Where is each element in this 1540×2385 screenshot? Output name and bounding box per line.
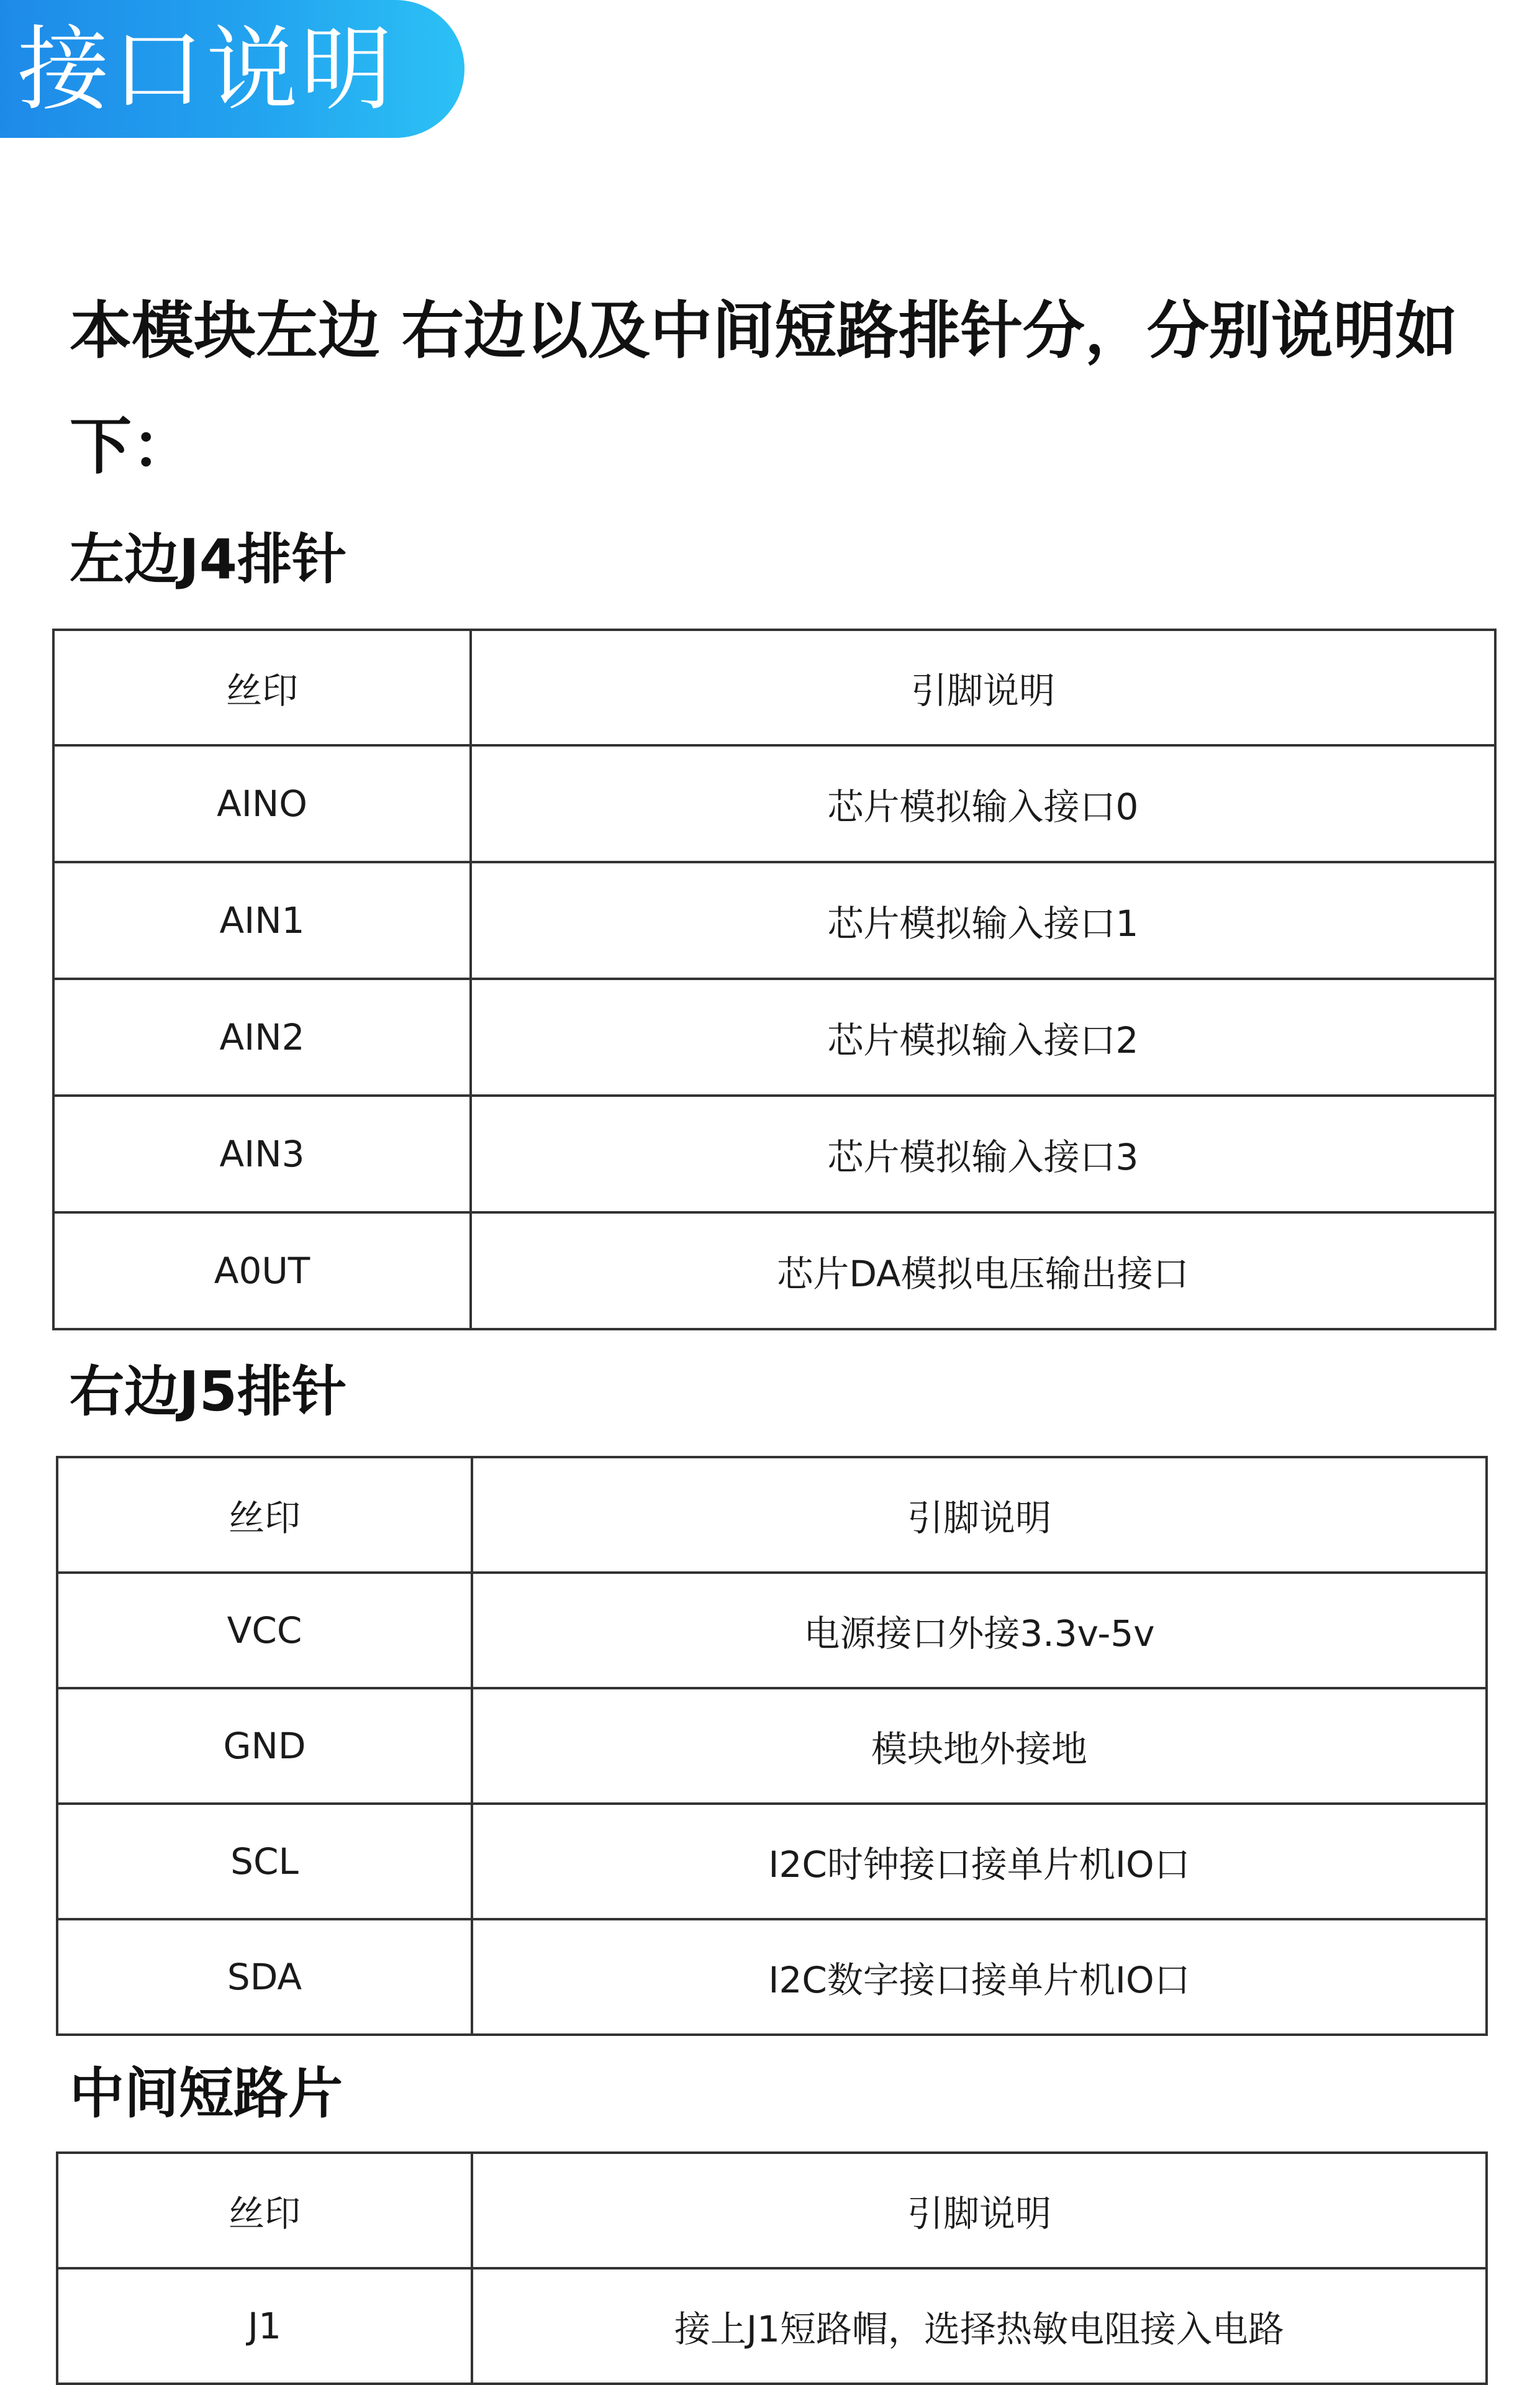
- table-row: [53, 745, 1495, 862]
- pin-table-jumper: [56, 2151, 1488, 2385]
- table-header-row: [57, 1457, 1487, 1573]
- pin-description: 芯片模拟输入接口2: [471, 979, 1495, 1096]
- table-header-row: [53, 630, 1495, 745]
- table-row: [53, 979, 1495, 1096]
- pin-label: GND: [57, 1688, 472, 1804]
- table-row: [57, 1804, 1487, 1919]
- intro-text: 本模块左边 右边以及中间短路排针分，分别说明如下：: [70, 294, 1457, 483]
- pin-description: 芯片模拟输入接口3: [471, 1096, 1495, 1212]
- page-title: 接口说明: [17, 16, 395, 123]
- table-row: [57, 1919, 1487, 2035]
- pin-label: SCL: [57, 1804, 472, 1919]
- pin-label: AIN1: [53, 862, 471, 979]
- pin-label: A0UT: [53, 1212, 471, 1329]
- table-row: [53, 1212, 1495, 1329]
- pin-description: 芯片DA模拟电压输出接口: [471, 1212, 1495, 1329]
- pin-description: I2C数字接口接单片机IO口: [472, 1919, 1487, 2035]
- pin-label: AIN3: [53, 1096, 471, 1212]
- column-header-pin-description: 引脚说明: [471, 630, 1495, 745]
- pin-description: 芯片模拟输入接口0: [471, 745, 1495, 862]
- pin-description: 电源接口外接3.3v-5v: [472, 1573, 1487, 1688]
- pin-label: SDA: [57, 1919, 472, 2035]
- pin-description: 芯片模拟输入接口1: [471, 862, 1495, 979]
- pin-table-j5: [56, 1456, 1488, 2036]
- table-header-row: [57, 2153, 1487, 2268]
- pin-label: AIN2: [53, 979, 471, 1096]
- column-header-silkscreen: 丝印: [57, 1457, 472, 1573]
- column-header-pin-description: 引脚说明: [472, 2153, 1487, 2268]
- table-row: [57, 1573, 1487, 1688]
- pin-label: VCC: [57, 1573, 472, 1688]
- section-title-j5: 右边J5排针: [70, 1360, 346, 1424]
- column-header-silkscreen: 丝印: [57, 2153, 472, 2268]
- pin-description: I2C时钟接口接单片机IO口: [472, 1804, 1487, 1919]
- pin-description: 接上J1短路帽，选择热敏电阻接入电路: [472, 2268, 1487, 2384]
- section-title-j4: 左边J4排针: [70, 527, 346, 591]
- pin-label: AINO: [53, 745, 471, 862]
- title-banner: [0, 0, 464, 138]
- pin-description: 模块地外接地: [472, 1688, 1487, 1804]
- pin-table-j4: [52, 629, 1497, 1330]
- pin-label: J1: [57, 2268, 472, 2384]
- table-row: [57, 1688, 1487, 1804]
- table-row: [53, 1096, 1495, 1212]
- table-row: [57, 2268, 1487, 2384]
- column-header-silkscreen: 丝印: [53, 630, 471, 745]
- table-row: [53, 862, 1495, 979]
- section-title-jumper: 中间短路片: [70, 2061, 343, 2125]
- column-header-pin-description: 引脚说明: [472, 1457, 1487, 1573]
